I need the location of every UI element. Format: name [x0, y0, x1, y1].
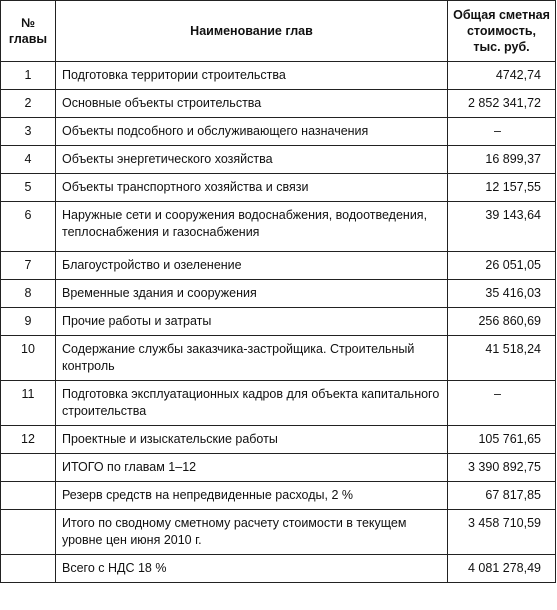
chapter-number [1, 482, 56, 510]
chapter-cost: 35 416,03 [448, 280, 556, 308]
chapter-cost: – [448, 118, 556, 146]
chapter-name: Объекты транспортного хозяйства и связи [56, 174, 448, 202]
chapter-cost: 12 157,55 [448, 174, 556, 202]
chapter-name: Объекты подсобного и обслуживающего назначения [56, 118, 448, 146]
table-row [1, 174, 556, 202]
chapter-name: Подготовка территории строительства [56, 62, 448, 90]
table-row [1, 426, 556, 454]
chapter-name: ИТОГО по главам 1–12 [56, 454, 448, 482]
table-row [1, 90, 556, 118]
chapter-name: Объекты энергетического хозяйства [56, 146, 448, 174]
chapter-name: Итого по сводному сметному расчету стоимости в текущем уровне цен июня 2010 г. [56, 510, 448, 555]
table-header-row [1, 1, 556, 62]
chapter-name: Основные объекты строительства [56, 90, 448, 118]
chapter-number: 2 [1, 90, 56, 118]
chapter-cost: 3 390 892,75 [448, 454, 556, 482]
chapter-number: 10 [1, 336, 56, 381]
chapter-cost: 2 852 341,72 [448, 90, 556, 118]
table-row [1, 510, 556, 555]
table-row [1, 62, 556, 90]
table-row [1, 336, 556, 381]
chapter-number: 1 [1, 62, 56, 90]
chapter-number: 12 [1, 426, 56, 454]
chapter-cost: 4742,74 [448, 62, 556, 90]
chapter-number [1, 454, 56, 482]
table-row [1, 454, 556, 482]
header-chapter-name: Наименование глав [56, 1, 448, 62]
chapter-cost: 4 081 278,49 [448, 555, 556, 583]
table-row [1, 482, 556, 510]
chapter-name: Наружные сети и сооружения водоснабжения, водоотведения, теплоснабжения и газоснабжения [56, 202, 448, 252]
table-row [1, 381, 556, 426]
chapter-cost: 26 051,05 [448, 252, 556, 280]
table-row [1, 308, 556, 336]
chapter-number: 3 [1, 118, 56, 146]
chapter-number: 6 [1, 202, 56, 252]
chapter-number [1, 510, 56, 555]
chapter-name: Резерв средств на непредвиденные расходы, 2 % [56, 482, 448, 510]
chapter-cost: 39 143,64 [448, 202, 556, 252]
chapter-name: Прочие работы и затраты [56, 308, 448, 336]
chapter-number: 11 [1, 381, 56, 426]
chapter-number: 4 [1, 146, 56, 174]
chapter-cost: 16 899,37 [448, 146, 556, 174]
chapter-number: 9 [1, 308, 56, 336]
header-total-cost: Общая сметная стоимость, тыс. руб. [448, 1, 556, 62]
chapter-cost: 67 817,85 [448, 482, 556, 510]
chapter-cost: 105 761,65 [448, 426, 556, 454]
chapter-name: Проектные и изыскательские работы [56, 426, 448, 454]
table-row [1, 118, 556, 146]
table-row [1, 280, 556, 308]
header-chapter-number: № главы [1, 1, 56, 62]
chapter-name: Подготовка эксплуатационных кадров для объекта капитального строительства [56, 381, 448, 426]
chapter-name: Благоустройство и озеленение [56, 252, 448, 280]
chapter-cost: 41 518,24 [448, 336, 556, 381]
table-row [1, 146, 556, 174]
chapter-name: Временные здания и сооружения [56, 280, 448, 308]
table-row [1, 252, 556, 280]
chapter-name: Содержание службы заказчика-застройщика. Строительный контроль [56, 336, 448, 381]
chapter-number: 5 [1, 174, 56, 202]
table-row [1, 555, 556, 583]
chapter-number [1, 555, 56, 583]
chapter-number: 8 [1, 280, 56, 308]
chapter-name: Всего с НДС 18 % [56, 555, 448, 583]
chapter-cost: 3 458 710,59 [448, 510, 556, 555]
chapter-cost: 256 860,69 [448, 308, 556, 336]
table-row [1, 202, 556, 252]
chapter-number: 7 [1, 252, 56, 280]
chapter-cost: – [448, 381, 556, 426]
